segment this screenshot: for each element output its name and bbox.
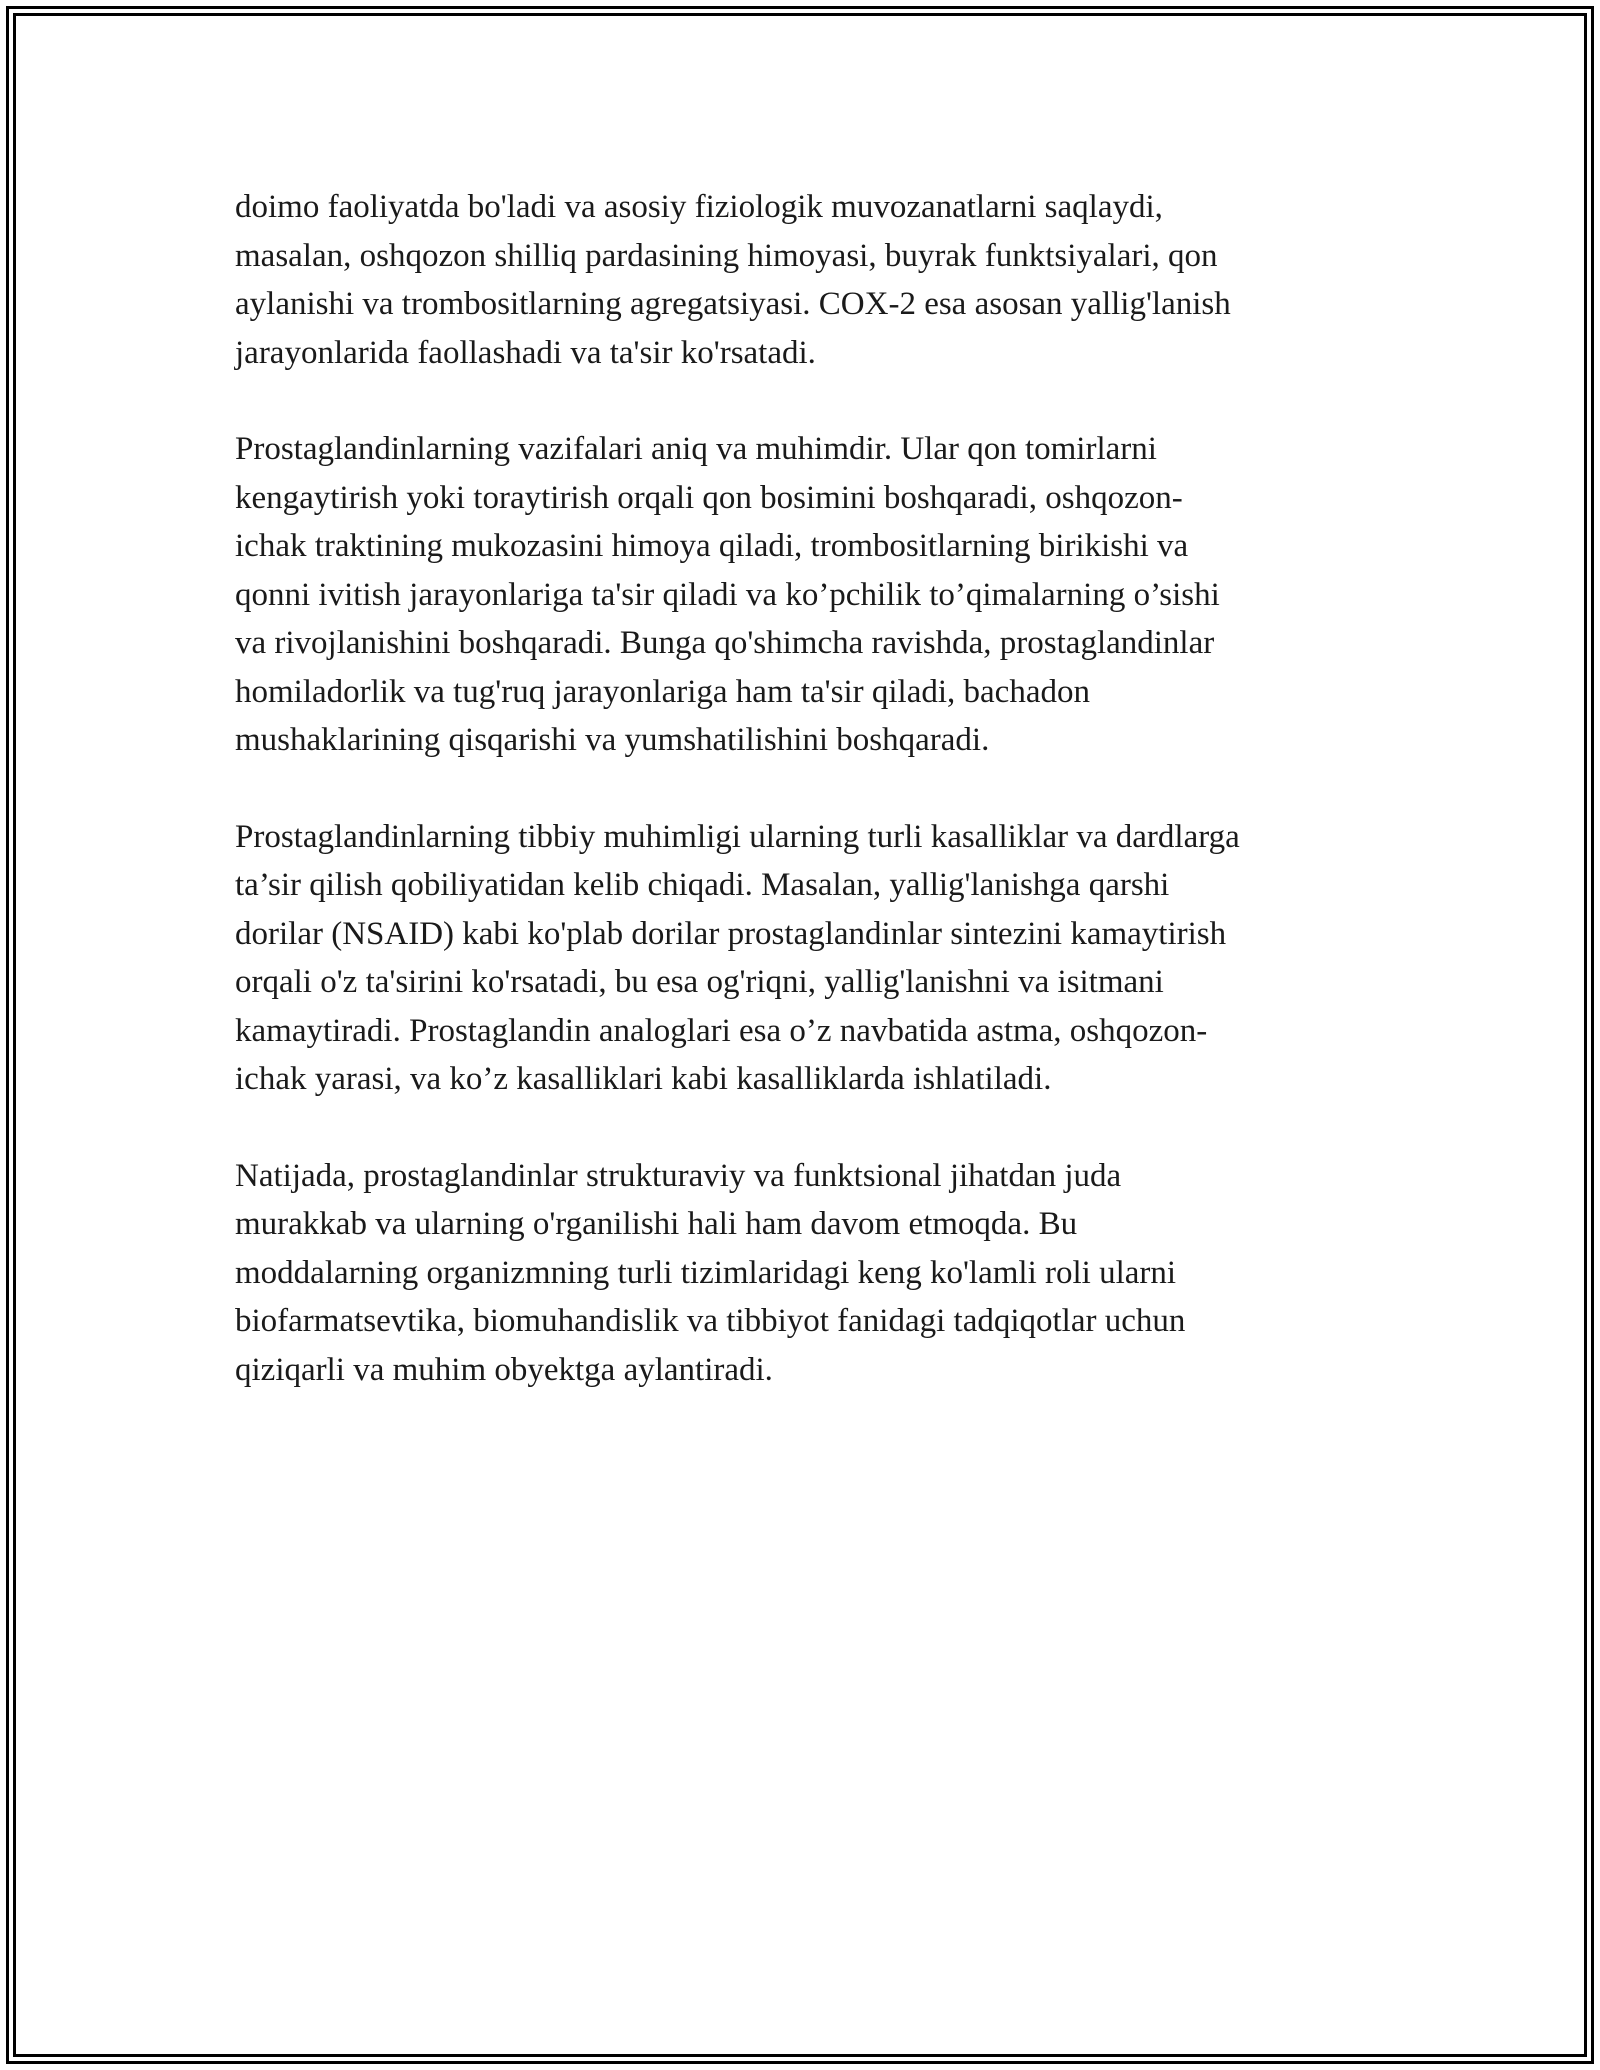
paragraph-prostaglandin-roles: Prostaglandinlarning vazifalari aniq va muhimdir. Ular qon tomirlarni kengaytirish yoki toraytirish orqali qon bosimini boshqaradi, oshqozon- ichak traktining mukozasini himoya qiladi, trombositlarning birikishi va qonni ivitish jarayonlariga ta'sir qiladi va ko’pchilik to’qimalarning o’sishi va rivojlanishini boshqaradi. Bunga qo'shimcha ravishda, prostaglandinlar homiladorlik va tug'ruq jarayonlariga ham ta'sir qiladi, bachadon mushaklarining qisqarishi va yumshatilishini boshqaradi. xyxy=(235,431,1220,758)
document-body xyxy=(235,183,1375,1442)
paragraph-cox-function: doimo faoliyatda bo'ladi va asosiy fiziologik muvozanatlarni saqlaydi, masalan, oshqozon shilliq pardasining himoyasi, buyrak funktsiyalari, qon aylanishi va trombositlarning agregatsiyasi. COX-2 esa asosan yallig'lanish jarayonlarida faollashadi va ta'sir ko'rsatadi. xyxy=(235,189,1231,371)
paragraph-conclusion: Natijada, prostaglandinlar strukturaviy va funktsional jihatdan juda murakkab va ularning o'rganilishi hali ham davom etmoqda. Bu moddalarning organizmning turli tizimlaridagi keng ko'lamli roli ularni biofarmatsevtika, biomuhandislik va tibbiyot fanidagi tadqiqotlar uchun qiziqarli va muhim obyektga aylantiradi. xyxy=(235,1157,1186,1388)
paragraph-medical-importance: Prostaglandinlarning tibbiy muhimligi ularning turli kasalliklar va dardlarga ta’sir qilish qobiliyatidan kelib chiqadi. Masalan, yallig'lanishga qarshi dorilar (NSAID) kabi ko'plab dorilar prostaglandinlar sintezini kamaytirish orqali o'z ta'sirini ko'rsatadi, bu esa og'riqni, yallig'lanishni va isitmani kamaytiradi. Prostaglandin analoglari esa o’z navbatida astma, oshqozon- ichak yarasi, va ko’z kasalliklari kabi kasalliklarda ishlatiladi. xyxy=(235,818,1240,1097)
